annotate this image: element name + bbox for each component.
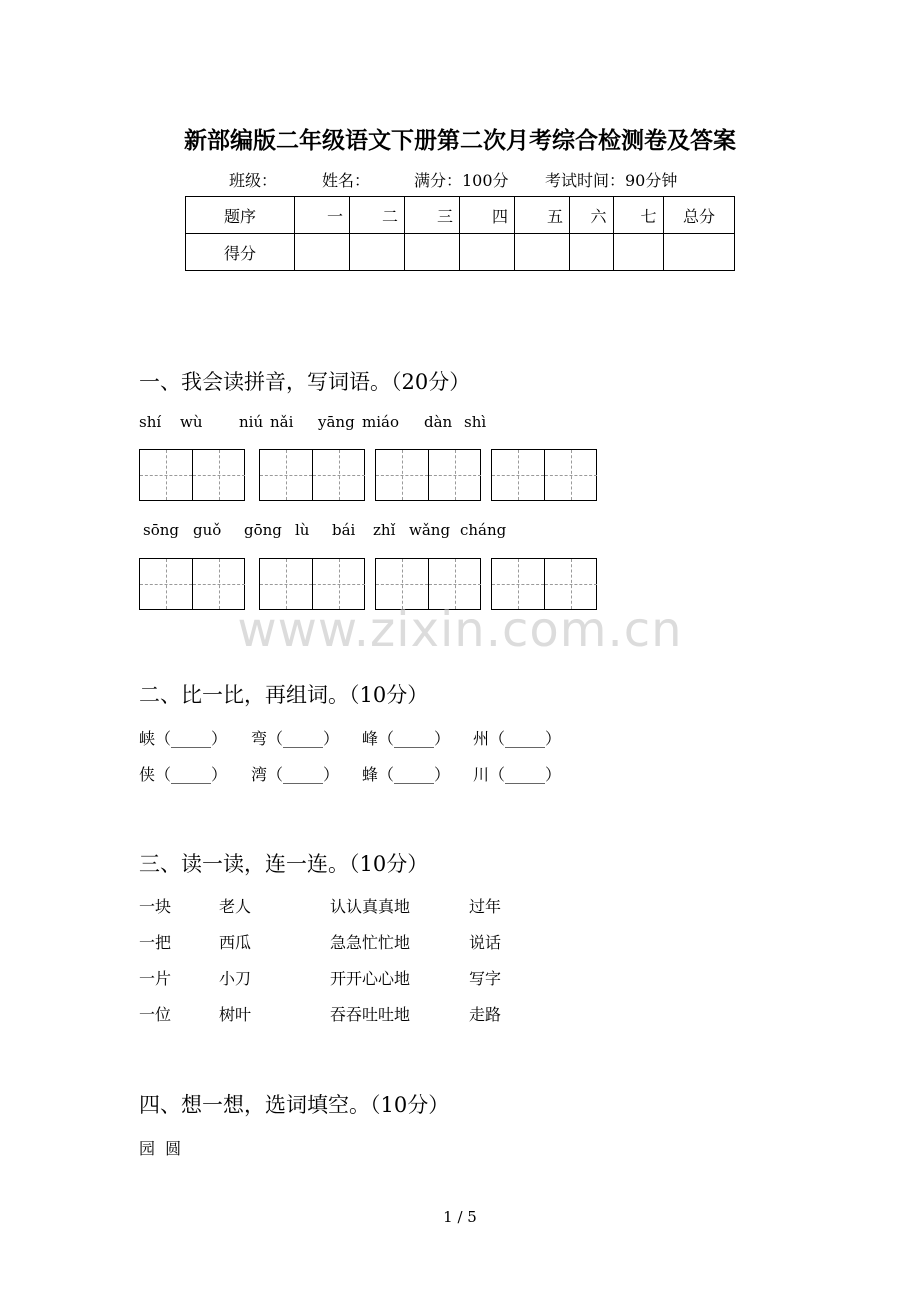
match-item: 小刀 — [219, 969, 252, 988]
section3-heading: 三、读一读，连一连。（10分） — [139, 852, 429, 876]
score-table-row — [186, 234, 735, 271]
score-header-cell — [405, 197, 460, 234]
compare-word: 弯（_____） — [251, 729, 340, 748]
match-item: 认认真真地 — [330, 897, 411, 916]
match-item: 一块 — [139, 897, 172, 916]
score-row-label: 得分 — [186, 234, 295, 271]
score-cell[interactable] — [295, 234, 350, 271]
compare-word: 侠（_____） — [139, 765, 228, 784]
score-table — [185, 196, 735, 271]
score-header-label: 七 — [640, 206, 657, 226]
compare-word: 川（_____） — [473, 765, 562, 784]
score-header-cell — [350, 197, 405, 234]
section4-heading: 四、想一想，选词填空。（10分） — [139, 1093, 450, 1117]
score-header-cell: 总分 — [664, 197, 735, 234]
section2-heading: 二、比一比，再组词。（10分） — [139, 683, 429, 707]
match-item: 说话 — [469, 933, 502, 952]
score-header-label: 一 — [326, 206, 343, 226]
pinyin: zhǐ — [373, 521, 396, 539]
score-header-label: 二 — [381, 206, 398, 226]
match-item: 一把 — [139, 933, 172, 952]
writing-grid[interactable] — [259, 449, 365, 501]
score-header-cell — [570, 197, 614, 234]
pinyin: dàn — [424, 413, 453, 431]
pinyin: bái — [332, 521, 356, 539]
pinyin: shí — [139, 413, 162, 431]
score-cell[interactable] — [570, 234, 614, 271]
info-name: 姓名： — [322, 171, 371, 190]
match-item: 写字 — [469, 969, 502, 988]
score-cell[interactable] — [515, 234, 570, 271]
pinyin: cháng — [460, 521, 507, 539]
pinyin: lù — [295, 521, 310, 539]
match-item: 树叶 — [219, 1005, 252, 1024]
score-header-cell — [460, 197, 515, 234]
score-cell[interactable] — [405, 234, 460, 271]
score-header-label: 六 — [590, 206, 607, 226]
match-item: 一片 — [139, 969, 172, 988]
compare-word: 峡（_____） — [139, 729, 228, 748]
match-item: 西瓜 — [219, 933, 252, 952]
score-header-label: 五 — [546, 206, 563, 226]
writing-grid[interactable] — [491, 449, 597, 501]
compare-word: 州（_____） — [473, 729, 562, 748]
score-cell[interactable] — [350, 234, 405, 271]
pinyin: yāng — [318, 413, 355, 431]
score-cell[interactable] — [460, 234, 515, 271]
score-header-label: 四 — [491, 206, 508, 226]
match-item: 吞吞吐吐地 — [330, 1005, 411, 1024]
score-header-cell — [295, 197, 350, 234]
writing-grid[interactable] — [139, 449, 245, 501]
compare-word: 蜂（_____） — [362, 765, 451, 784]
page-number: 1 / 5 — [443, 1208, 477, 1226]
writing-grid[interactable] — [375, 449, 481, 501]
section1-heading: 一、我会读拼音，写词语。（20分） — [139, 370, 471, 394]
score-table-header-row — [186, 197, 735, 234]
info-score: 满分：100分 — [414, 171, 509, 190]
pinyin: niú — [239, 413, 264, 431]
pinyin: gōng — [244, 521, 282, 539]
pinyin: wù — [180, 413, 203, 431]
page-title: 新部编版二年级语文下册第二次月考综合检测卷及答案 — [184, 127, 736, 154]
pinyin: shì — [464, 413, 487, 431]
pinyin: miáo — [362, 413, 399, 431]
match-item: 走路 — [469, 1005, 502, 1024]
info-time: 考试时间：90分钟 — [545, 171, 678, 190]
match-item: 老人 — [219, 897, 252, 916]
score-cell[interactable] — [664, 234, 735, 271]
pinyin: guǒ — [193, 521, 222, 539]
score-cell[interactable] — [614, 234, 664, 271]
compare-word: 湾（_____） — [251, 765, 340, 784]
score-header-cell — [614, 197, 664, 234]
pinyin: sōng — [143, 521, 179, 539]
match-item: 急急忙忙地 — [330, 933, 411, 952]
fill-words: 园 圆 — [139, 1139, 182, 1158]
pinyin: wǎng — [409, 521, 451, 539]
compare-word: 峰（_____） — [362, 729, 451, 748]
pinyin: nǎi — [270, 413, 294, 431]
score-header-cell: 题序 — [186, 197, 295, 234]
score-header-cell — [515, 197, 570, 234]
watermark: www.zixin.com.cn — [237, 602, 683, 658]
match-item: 一位 — [139, 1005, 172, 1024]
match-item: 过年 — [469, 897, 502, 916]
info-class: 班级： — [229, 171, 278, 190]
score-header-label: 三 — [436, 206, 453, 226]
match-item: 开开心心地 — [330, 969, 411, 988]
